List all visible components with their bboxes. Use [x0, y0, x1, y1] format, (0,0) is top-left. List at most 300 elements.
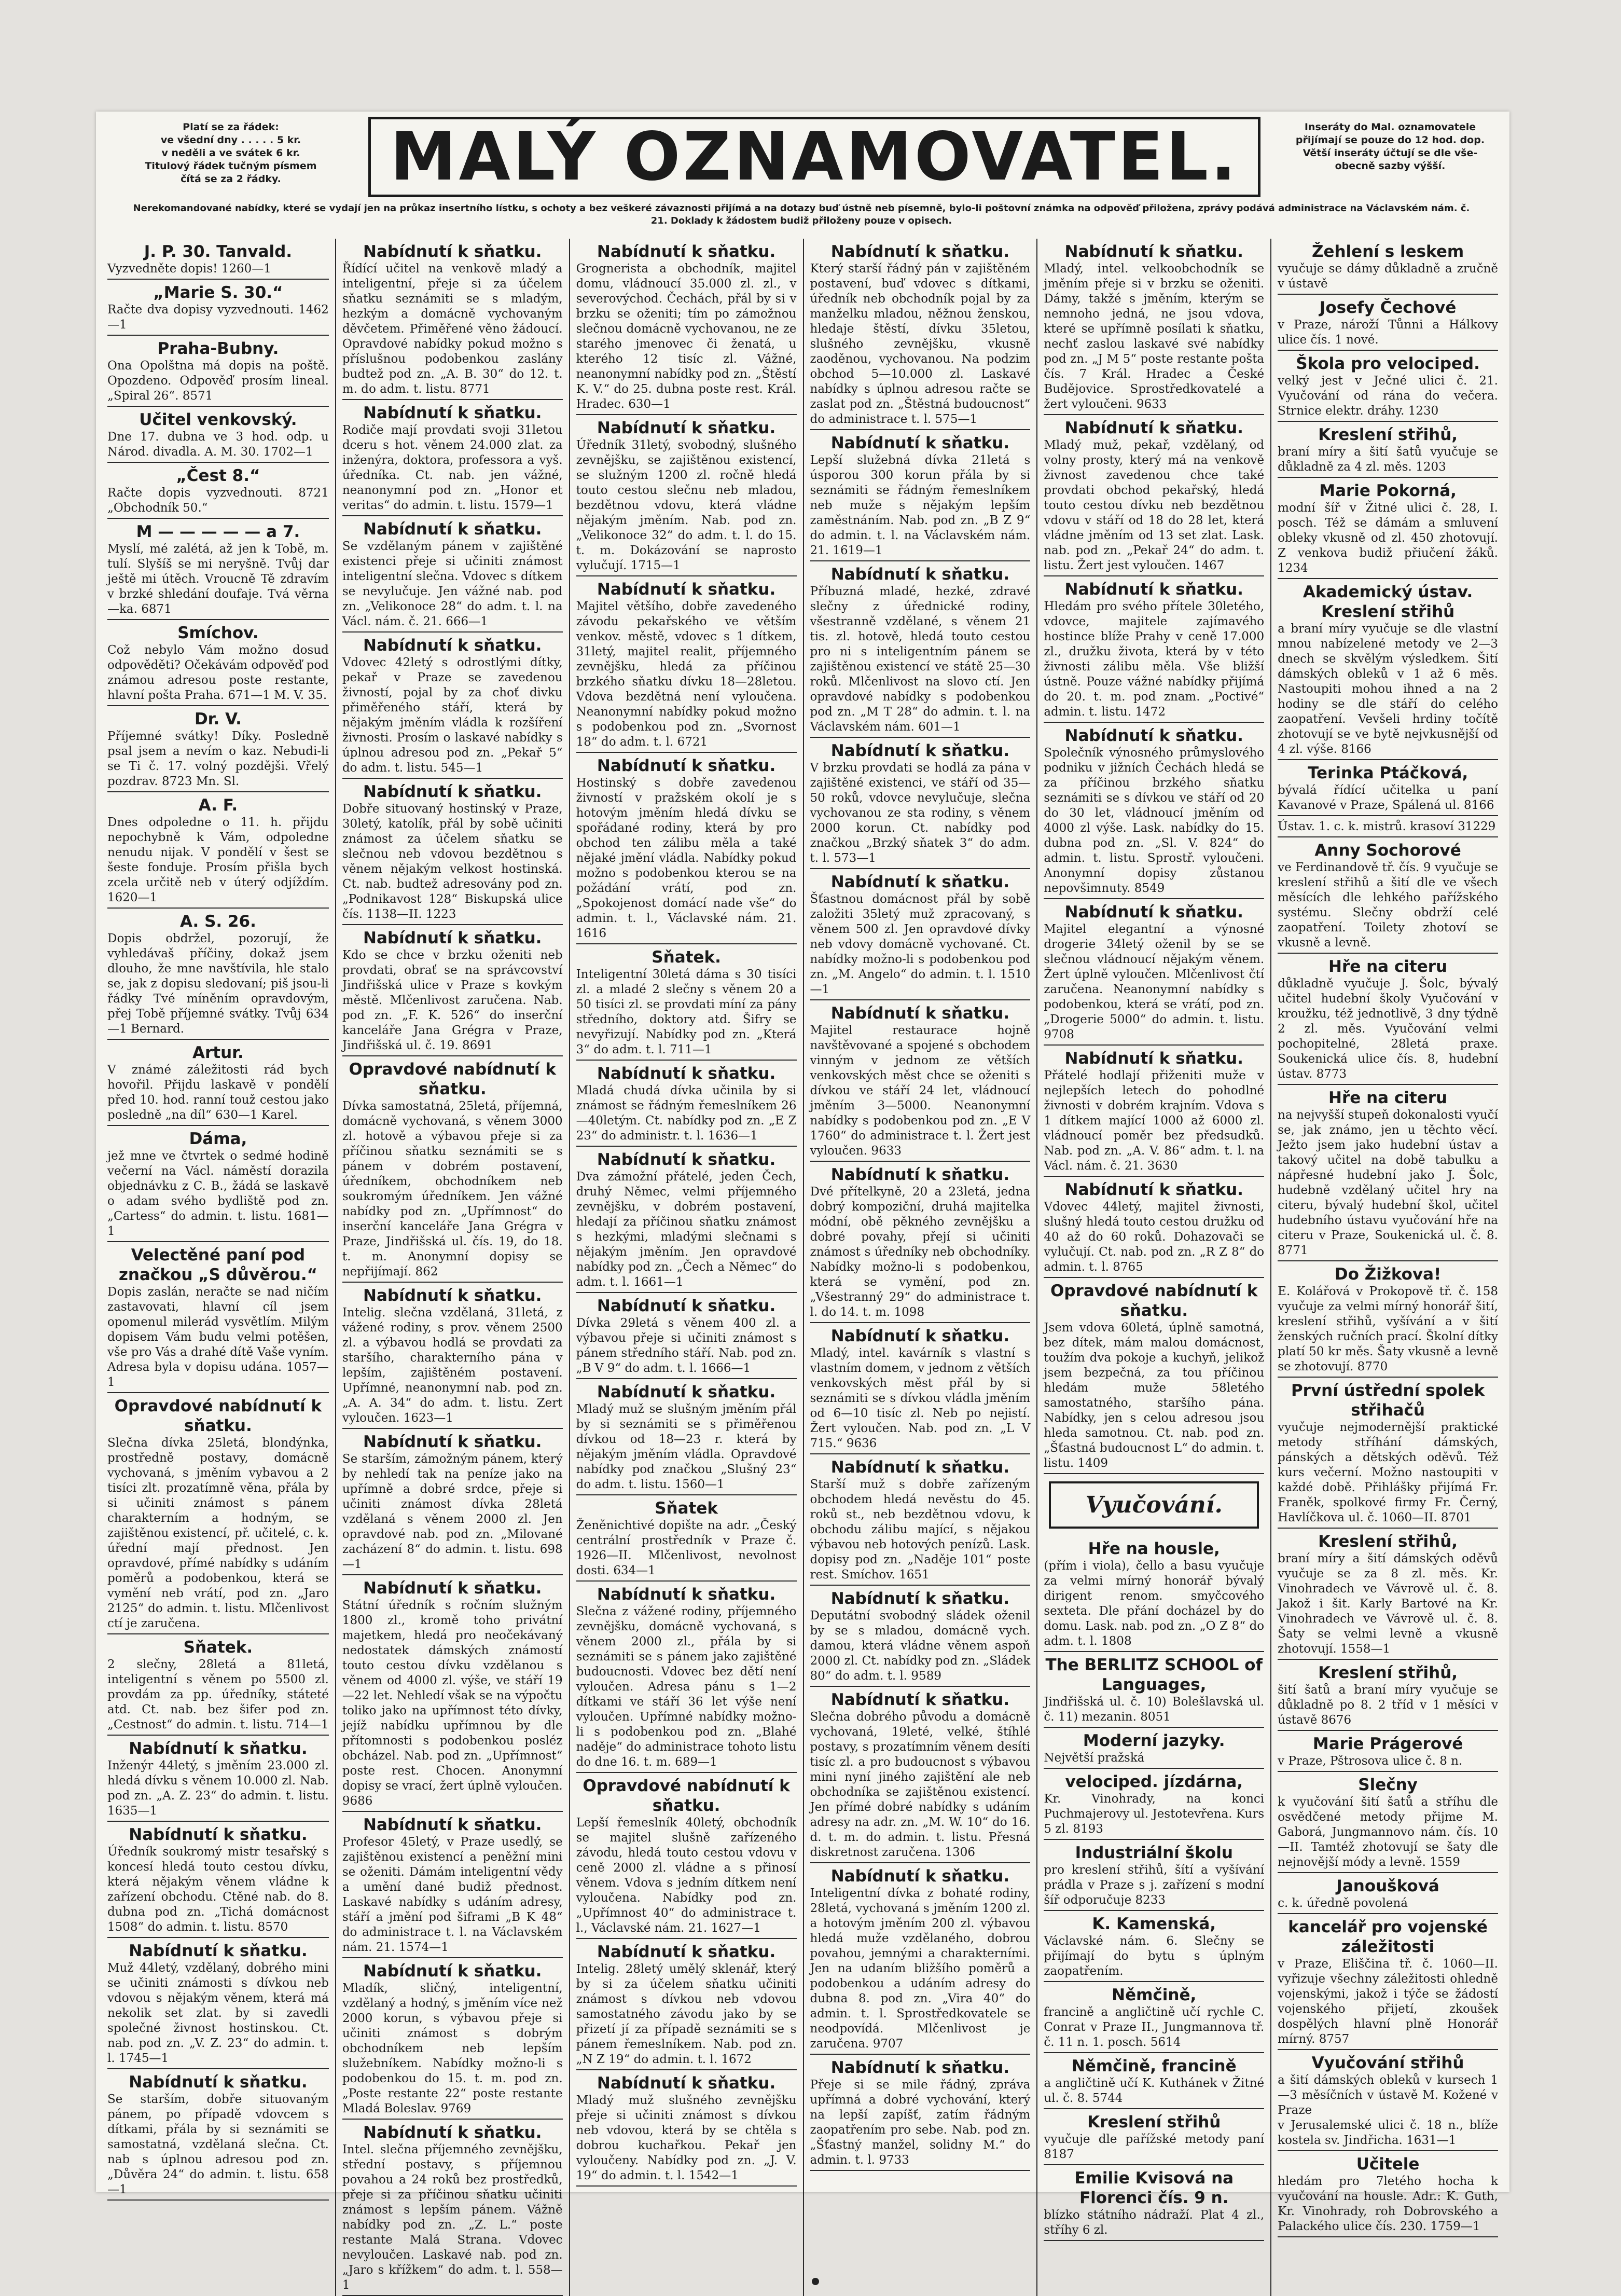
- classified-ad: [1278, 2050, 1498, 2151]
- ad-heading: Nabídnutí k sňatku.: [1064, 1180, 1243, 1199]
- ad-text: francině a angličtině učí rychle C. Conrat v Praze II., Jungmannova tř. č. 11 n. 1. posch. 5614: [1044, 2005, 1265, 2049]
- ad-heading: Nabídnutí k sňatku.: [129, 2073, 308, 2092]
- ad-heading: Němčině,: [1112, 1986, 1197, 2004]
- ad-text: v Jerusalemské ulici č. 18 n., blíže kostela sv. Jindřicha. 1631—1: [1278, 2119, 1498, 2147]
- ad-columns: [101, 239, 1504, 2292]
- classified-ad: [107, 706, 329, 792]
- classified-ad: [1044, 576, 1264, 723]
- ad-text: Lepší řemeslník 40letý, obchodník se majitel slušně zařízeného závodu, hledá touto cestou vdovu v ceně 2000 zl. vládne a s přinosí věnem. Vdova s jedním dítkem není vyloučena. Nabídky pod zn. „Upřímnost 40“ do administrace t. l., Václavské nám. 21. 1627—1: [576, 1816, 797, 1935]
- classified-ad: [1278, 1914, 1498, 2050]
- ad-text: Se starším, zámožným pánem, který by nehledí tak na peníze jako na upřímně a dobré srdce, přeje si učiniti známost dívka 28letá vzdělaná s věnem 2000 zl. Jen opravdové nab. pod zn. „Milované zacházení 8“ do admin. t. listu. 698—1: [342, 1452, 563, 1571]
- classified-ad: [576, 1939, 797, 2070]
- info-line: Větší inseráty účtují se dle vše-: [1303, 147, 1478, 159]
- classified-ad: [342, 1812, 563, 1958]
- ad-text: Dobře situovaný hostinský v Praze, 30letý, katolík, přál by sobě učiniti známost za účelem sňatku se slečnou neb vdovou bezdětnou s věnem nějakým velkost hostinská. Ct. nab. budtež adresovány pod zn. „Podnikavost 128“ Biskupská ulice čís. 1138—II. 1223: [342, 802, 563, 921]
- ad-text: Ženěnichtivé dopište na adr. „Český centrální prostředník v Praze č. 1926—II. Mlčenlivost, nevolnost dosti. 634—1: [576, 1519, 797, 1577]
- ad-text: Vdovec 44letý, majitel živnosti, slušný hledá touto cestou družku od 40 až do 60 roků. Dohazovači se vylučují. Ct. nab. pod zn. „R Z 8“ do admin. t. l. 8765: [1044, 1200, 1265, 1274]
- classified-ad: [107, 1242, 329, 1393]
- ad-text: Kr. Vinohrady, na konci Puchmajerovy ul. Jestotevřena. Kurs 5 zl. 8193: [1044, 1792, 1265, 1836]
- ad-heading: Nabídnutí k sňatku.: [830, 1690, 1010, 1709]
- classified-ad: [810, 1162, 1031, 1323]
- ad-heading: Nabídnutí k sňatku.: [129, 1739, 308, 1758]
- ad-text: braní míry a šití dámských oděvů vyučuje se za 8 zl. měs. Kr. Vinohradech ve Vávrově ul. č. 8. Jakož i šit. Karly Bartové na Kr. Vinohradech ve Vávrově ul. č. 8. Šaty se velmi levně a vkusně zhotovují. 1558—1: [1278, 1552, 1498, 1656]
- ad-heading: Nabídnutí k sňatku.: [363, 242, 542, 261]
- ad-heading: Artur.: [192, 1043, 244, 1062]
- ad-heading: Nabídnutí k sňatku.: [830, 434, 1010, 452]
- ad-text: velký jest v Ječné ulici č. 21. Vyučování od rána do večera. Strnice elektr. dráhy. 1230: [1278, 374, 1498, 418]
- ad-heading: J. P. 30. Tanvald.: [144, 242, 293, 261]
- ad-text: Inteligentní dívka z bohaté rodiny, 28letá, vychovaná s jměním 1200 zl. a hotovým jměním 200 zl. výbavou hledá muže vzdělaného, dobrou povahou, jemnými a charakterními. Jen na udaním bližšího poměrů a podobenkou a udáním adresy do dubna 8. pod zn. „Vira 40“ do admin. t. l. Sprostředkovatele se neodpovídá. Mlčenlivost je zaručena. 9707: [810, 1887, 1031, 2051]
- ad-text: Grognerista a obchodník, majitel domu, vládnoucí 35.000 zl. zl., v severovýchod. Čechách, přál by si v brzku se oženiti; tím po zámožnou slečnou domácně vychovanou, ne ze starého jmenovec či ženatá, u kterého 12 tisíc zl. Vážné, neanonymní nabídky pod zn. „Štěstí K. V.“ do 25. dubna poste rest. Král. Hradec. 630—1: [576, 262, 797, 411]
- classified-ad: [576, 576, 797, 753]
- ad-heading: Nabídnutí k sňatku.: [363, 782, 542, 801]
- ad-text: Hledám pro svého přítele 30letého, vdovce, majitele zajímavého hostince blíže Prahy v ceně 17.000 zl., družku života, která by v této živnosti zálibu měla. Vše bližší ústně. Pouze vážné nabídky přijímá do 20. t. m. pod znam. „Poctivé“ admin. t. listu. 1472: [1044, 600, 1265, 719]
- ad-text: ve Ferdinandově tř. čís. 9 vyučuje se kreslení střihů a šití dle ve všech měsících dle lehkého pařížského systému. Slečny obdrží celé zaopatření. Toilety zhotoví se vkusně a levně.: [1278, 861, 1498, 950]
- classified-ad: [1044, 1911, 1264, 1982]
- ad-heading: Nabídnutí k sňatku.: [363, 404, 542, 422]
- classified-ad: [576, 2070, 797, 2187]
- pricing-line: čítá se za 2 řádky.: [181, 173, 281, 185]
- ad-heading: Nabídnutí k sňatku.: [830, 1867, 1010, 1886]
- ad-heading: Terinka Ptáčková,: [1307, 764, 1468, 782]
- classified-ad: [107, 909, 329, 1040]
- ad-heading: Nabídnutí k sňatku.: [597, 242, 776, 261]
- ad-text: v Praze, Eliščina tř. č. 1060—II. vyřizuje všechny záležitosti ohledně vojenskými, jakož i týče se žádostí vojenského přijetí, zkoušek dospělých hlavní plně Honorář mírný. 8757: [1278, 1957, 1498, 2046]
- ad-heading: Nabídnutí k sňatku.: [129, 1942, 308, 1960]
- classified-ad: [1044, 415, 1264, 576]
- classified-ad: [107, 463, 329, 519]
- classified-ad: [1044, 723, 1264, 899]
- ad-text: Přátelé hodlají přiženiti muže v nejlepších letech do pohodlné živnosti v dobrém krajním. Vdova s 1 dítkem mající 1000 až 6000 zl. vládnoucí poměr bez předsudků. Nab. pod zn. „A. V. 86“ adm. t. l. na Václ. nám. č. 21. 3630: [1044, 1069, 1265, 1173]
- header: [96, 112, 1509, 202]
- classified-ad: [342, 1429, 563, 1575]
- classified-ad: [810, 1586, 1031, 1687]
- ad-heading: Nabídnutí k sňatku.: [363, 1962, 542, 1981]
- ad-text: blízko státního nádraží. Plat 4 zl., stříhy 6 zl.: [1044, 2208, 1265, 2237]
- pricing-line: Titulový řádek tučným písmem: [145, 160, 317, 172]
- ad-text: (přím i viola), čello a basu vyučuje za velmi mírný honorář bývalý dirigent renom. smyčcového sexteta. Dle přání docházel by do domu. Lask. nab. pod zn. „O Z 8“ do adm. t. l. 1808: [1044, 1559, 1265, 1648]
- ad-heading: Moderní jazyky.: [1083, 1731, 1225, 1750]
- ad-text: v Praze, Pštrosova ulice č. 8 n.: [1278, 1754, 1463, 1768]
- ad-heading: Kreslení střihů,: [1318, 1532, 1458, 1551]
- ad-text: Mladá chudá dívka učinila by si známost se řádným řemeslníkem 26—40letým. Ct. nabídky pod zn. „E Z 23“ do administr. t. l. 1636—1: [576, 1084, 797, 1143]
- ad-heading: Nabídnutí k sňatku.: [363, 1433, 542, 1451]
- ad-heading: The BERLITZ SCHOOL of Languages,: [1045, 1656, 1263, 1694]
- classified-ad: [576, 1773, 797, 1939]
- ad-heading: Nabídnutí k sňatku.: [830, 1458, 1010, 1477]
- ad-heading: Nabídnutí k sňatku.: [597, 1585, 776, 1604]
- ad-text: hledám pro 7letého hocha k vyučování na housle. Adr.: K. Guth, Kr. Vinohrady, roh Dobrovského a Palackého ulice čís. 230. 1759—1: [1278, 2175, 1498, 2233]
- classified-ad: [1278, 2151, 1498, 2237]
- classified-ad: [810, 1687, 1031, 1863]
- ad-text: bývalá řídící učitelka u paní Kavanové v Praze, Spálená ul. 8166: [1278, 783, 1498, 812]
- classified-ad: [1044, 1652, 1264, 1728]
- classified-ad: [1044, 2165, 1264, 2241]
- classified-ad: [1278, 579, 1498, 760]
- ad-heading: Do Žižkova!: [1334, 1265, 1442, 1284]
- classified-ad: [810, 239, 1031, 430]
- column-5: [1036, 239, 1270, 2296]
- ad-text: Mladík, sličný, inteligentní, vzdělaný a hodný, s jměním více než 2000 korun, s výbavou přeje si učiniti známost s dobrým obchodníkem neb lepším služebníkem. Nabídky možno-li s podobenkou do 15. t. m. pod zn. „Poste restante 22“ poste restante Mladá Boleslav. 9769: [342, 1982, 563, 2115]
- ad-heading: Nabídnutí k sňatku.: [830, 565, 1010, 584]
- classified-ad: [1044, 2109, 1264, 2165]
- classified-ad: [1044, 1536, 1264, 1652]
- ad-heading: Opravdové nabídnutí k sňatku.: [583, 1777, 790, 1815]
- classified-ad: [1044, 1840, 1264, 1911]
- ad-heading: velociped. jízdárna,: [1065, 1772, 1243, 1791]
- ad-heading: Sňatek.: [652, 948, 721, 967]
- ad-heading: Sňatek.: [183, 1638, 253, 1657]
- classified-ad: [342, 1958, 563, 2120]
- classified-ad: [342, 516, 563, 633]
- ad-text: Úředník soukromý mistr tesařský s koncesí hledá touto cestou dívku, která nějakým věnem vládne k zařízení obchodu. Ctěné nab. do 8. dubna pod zn. „Tichá domácnost 1508“ do admin. t. listu. 8570: [107, 1845, 329, 1934]
- ad-heading: Nabídnutí k sňatku.: [830, 873, 1010, 891]
- classified-ad: [810, 869, 1031, 1000]
- ad-heading: Nabídnutí k sňatku.: [830, 1589, 1010, 1608]
- pricing-box: [101, 121, 361, 199]
- classified-ad: [576, 944, 797, 1061]
- classified-ad: [107, 519, 329, 620]
- ad-heading: Nabídnutí k sňatku.: [597, 1943, 776, 1961]
- ad-heading: Žehlení s leskem: [1311, 242, 1464, 261]
- ad-text: Deputátní svobodný sládek oženil by se s mladou, domácně vych. damou, která vládne věnem aspoň 2000 zl. Ct. nabídky pod zn. „Sládek 80“ do adm. t. l. 9589: [810, 1609, 1031, 1683]
- ad-text: Ona Opolštna má dopis na poště. Opozdeno. Odpověď prosím lineal. „Spiral 26“. 8571: [107, 359, 329, 403]
- ad-text: vyučuje nejmodernější praktické metody stříhání dámských, pánských a dětských oděvů. Též kurs večerní. Možno nastoupiti v každé době. Přihlášky přijímá Fr. Franěk, spolkové firmy Fr. Černý, Havlíčkova ul. č. 1060—II. 8701: [1278, 1421, 1498, 1524]
- ad-text: Dívka 29letá s věnem 400 zl. a výbavou přeje si učiniti známost s pánem středního stáří. Nab. pod zn. „B V 9“ do adm. t. l. 1666—1: [576, 1316, 797, 1375]
- ad-heading: Kreslení střihů,: [1318, 425, 1458, 444]
- classified-ad: [107, 280, 329, 336]
- ad-text: Dva zámožní přátelé, jeden Čech, druhý Němec, velmi příjemného zevnějšku, v dobrém postavení, hledají za příčinou sňatku známost s hezkými, mladými slečnami s nějakým jměním. Jen opravdové nabídky pod zn. „Čech a Němec“ do adm. t. l. 1661—1: [576, 1170, 797, 1289]
- ad-text: V známé záležitosti rád bych hovořil. Přijdu laskavě v pondělí před 10. hod. ranní touž cestou jako posledně „na díl“ 630—1 Karel.: [107, 1063, 329, 1122]
- classified-ad: [576, 1582, 797, 1773]
- ad-heading: Nabídnutí k sňatku.: [363, 636, 542, 655]
- classified-ad: [107, 2069, 329, 2201]
- ad-text: Se starším, dobře situovaným pánem, po případě vdovcem s dítkami, přála by si seznámiti se samostatná, vzdělaná slečna. Ct. nab s úplnou adresou pod zn. „Důvěra 24“ do admin. t. listu. 658—1: [107, 2093, 329, 2196]
- ad-text: Intelig. slečna vzdělaná, 31letá, z vážené rodiny, s prov. věnem 2500 zl. a výbavou hodlá se provdati za staršího, charakterního pána v lepším, zajištěném postavení. Upřímné, neanonymní nab. pod zn. „A. A. 34“ do adm. t. listu. Zert vyloučen. 1623—1: [342, 1306, 563, 1425]
- ad-text: E. Kolářová v Prokopově tř. č. 158 vyučuje za velmi mírný honorář šití, kreslení střihů, vyšívání a v šití ženských ručních prací. Školní dítky platí 50 kr měs. Šaty vkusně a levně se zhotovují. 8770: [1278, 1285, 1498, 1373]
- ad-text: Dne 17. dubna ve 3 hod. odp. u Národ. divadla. A. M. 30. 1702—1: [107, 430, 329, 459]
- ad-heading: Nabídnutí k sňatku.: [1064, 580, 1243, 599]
- classified-ad: [107, 1040, 329, 1126]
- page-title: MALÝ OZNAMOVATEL.: [390, 118, 1239, 196]
- classified-ad: [1044, 1982, 1264, 2053]
- ad-text: Slečna z vážené rodiny, příjemného zevnějšku, domácně vychovaná, s věnem 2000 zl., přála by si seznámiti se s pánem jako zajištěné budoucnosti. Vdovec bez dětí není vyloučen. Adresa pánu s 1—2 dítkami ve stáří 36 let výše není vyloučen. Upřímné nabídky možno-li s podobenkou pod zn. „Blahé naděje“ do administrace tohoto listu do dne 16. t. m. 689—1: [576, 1605, 797, 1769]
- classified-ad: [576, 1379, 797, 1495]
- pricing-line: v neděli a ve svátek 6 kr.: [161, 147, 300, 159]
- ad-heading: Slečny: [1358, 1776, 1418, 1794]
- ad-heading: Nabídnutí k sňatku.: [597, 1150, 776, 1169]
- info-line: obecně sazby výšší.: [1335, 160, 1446, 172]
- classified-ad: [1278, 239, 1498, 295]
- classified-ad: [107, 620, 329, 706]
- classified-ad: [1044, 2053, 1264, 2109]
- ad-heading: Nabídnutí k sňatku.: [830, 1165, 1010, 1184]
- ad-text: Vyzvedněte dopis! 1260—1: [107, 262, 271, 276]
- ad-heading: „Čest 8.“: [176, 466, 260, 485]
- classified-ad: [1044, 1278, 1264, 1474]
- ad-heading: Učitele: [1356, 2155, 1420, 2174]
- ad-text: Dívka samostatná, 25letá, příjemná, domácně vychovaná, s věnem 3000 zl. hotově a výbavou přeje si za příčinou sňatku seznámiti se s pánem v dobrém postavení, úředníkem, obchodníkem neb soukromým úředníkem. Jen vážné nabídky pod zn. „Upřímnost“ do inserční kanceláře Jana Grégra v Praze, Jindřišská ul. čís. 19, do 18. t. m. Anonymní dopisy se nepřijímají. 862: [342, 1099, 563, 1278]
- ad-text: Mladý muž slušného zevnějšku přeje si učiniti známost s dívkou neb vdovou, která by se chtěla s dobrou kuchařkou. Pekař jen vyloučeny. Nabídky pod zn. „J. V. 19“ do admin. t. l. 1542—1: [576, 2094, 797, 2182]
- ad-text: braní míry a šití šatů vyučuje se důkladně za 4 zl. měs. 1203: [1278, 445, 1498, 474]
- classified-ad: [342, 1283, 563, 1429]
- ad-text: Mladý muž se slušným jměním přál by si seznámiti se s přiměřenou dívkou od 18—23 r. která by nějakým jměním vládla. Opravdové nabídky pod značkou „Slušný 23“ do adm. t. listu. 1560—1: [576, 1403, 797, 1491]
- ad-text: 2 slečny, 28letá a 81letá, inteligentní s věnem po 5500 zl. provdám za pp. úředníky, státeté atd. Ct. nab. bez šifer pod zn. „Cestnost“ do admin. t. listu. 714—1: [107, 1658, 329, 1731]
- classified-ad: [107, 1393, 329, 1634]
- classified-ad: [342, 2120, 563, 2296]
- classified-ad: [342, 1575, 563, 1812]
- classified-ad: [1278, 1660, 1498, 1731]
- classified-ad: [1044, 239, 1264, 415]
- ad-text: a angličtině učí K. Kuthánek v Žitné ul. č. 8. 5744: [1044, 2077, 1265, 2105]
- classified-ad: [576, 753, 797, 944]
- classified-ad: [1278, 1261, 1498, 1378]
- ad-heading: Anny Sochorové: [1314, 841, 1461, 860]
- ad-text: Majitel elegantní a výnosné drogerie 34letý oženil by se se slečnou vládnoucí nějakým věnem. Žert úplně vyloučen. Mlčenlivost čtí zaručena. Neanonymní nabídky s podobenkou, která se vrátí, pod zn. „Drogerie 5000“ do admin. t. listu. 9708: [1044, 923, 1265, 1041]
- column-2: [335, 239, 569, 2296]
- ad-text: Inženýr 44letý, s jměním 23.000 zl. hledá dívku s věnem 10.000 zl. Nab. pod zn. „A. Z. 23“ do admin. t. listu. 1635—1: [107, 1759, 329, 1818]
- ad-text: Slečna dobrého původu a domácně vychovaná, 19leté, velké, štíhlé postavy, s prozatímním věnem desíti tisíc zl. a pro budoucnost s výbavou mini nyní jiného zajištění ale neb obchodníka se zajištěnou existencí. Jen přímé dobré nabídky s udáním adresy na adr. zn. „M. W. 10“ do 16. d. t. m. do admin. t. listu. Přesná diskretnost zaručena. 1306: [810, 1710, 1031, 1859]
- ad-text: Račte dopis vyzvednouti. 8721 „Obchodník 50.“: [107, 486, 329, 515]
- ad-heading: Josefy Čechové: [1319, 298, 1457, 317]
- ad-heading: Velectěné paní pod značkou „S důvěrou.“: [118, 1246, 317, 1284]
- ad-text: Ústav. 1. c. k. mistrů. krasoví 31229: [1278, 820, 1496, 833]
- ad-heading: Nabídnutí k sňatku.: [830, 1327, 1010, 1345]
- title-box: [368, 117, 1260, 197]
- ad-text: Šťastnou domácnost přál by sobě založiti 35letý muž zpracovaný, s věnem 500 zl. Jen opravdové dívky neb vdovy domácně vychované. Ct. nabídky možno-li s podobenkou pod zn. „M. Angelo“ do admin. t. l. 1510—1: [810, 892, 1031, 996]
- classified-ad: [1278, 1772, 1498, 1873]
- ad-text: Řídící učitel na venkově mladý a inteligentní, přeje si za účelem sňatku seznámiti se s mladým, hezkým a domácně vychovaným děvčetem. Přiměřené věno žádoucí. Opravdové nabídky pokud možno s příslušnou podobenkou zaslány budtež pod zn. „A. B. 30“ do 12. t. m. do adm. t. listu. 8771: [342, 262, 563, 396]
- ad-heading: Nabídnutí k sňatku.: [363, 1816, 542, 1834]
- ad-heading: Dr. V.: [194, 710, 242, 728]
- ad-heading: Nabídnutí k sňatku.: [597, 1297, 776, 1315]
- classified-ad: [1278, 1731, 1498, 1772]
- ad-heading: Janoušková: [1336, 1877, 1439, 1895]
- ad-heading: M — — — — — a 7.: [136, 523, 300, 541]
- classified-ad: [107, 1736, 329, 1822]
- classified-ad: [1278, 1378, 1498, 1529]
- classified-ad: [1278, 954, 1498, 1085]
- ad-heading: Hře na citeru: [1328, 957, 1448, 976]
- column-6: [1270, 239, 1504, 2296]
- ad-heading: Nabídnutí k sňatku.: [129, 1825, 308, 1844]
- ad-heading: Nabídnutí k sňatku.: [830, 242, 1010, 261]
- classified-ad: [810, 430, 1031, 561]
- classified-ad: [1278, 816, 1498, 837]
- ad-heading: Nabídnutí k sňatku.: [597, 1064, 776, 1083]
- ad-heading: Praha-Bubny.: [157, 339, 279, 358]
- ad-heading: Nabídnutí k sňatku.: [597, 419, 776, 437]
- classified-ad: [576, 415, 797, 576]
- ad-text: Majitel restaurace hojně navštěvované a spojené s obchodem vinným v jednom ze větších venkovských měst chce se oženiti s dívkou ve stáří 24 let, vládnoucí jměním 3—5000. Neanonymní nabídky s podobenkou pod zn. „E V 1760“ do administrace t. l. Žert jest vyloučen. 9633: [810, 1024, 1031, 1158]
- classified-ad: [107, 407, 329, 463]
- classified-ad: [107, 1634, 329, 1736]
- ad-heading: Nabídnutí k sňatku.: [830, 741, 1010, 760]
- ad-text: na nejvyšší stupeň dokonalosti vyučí se, jak známo, jen u těchto věcí. Ježto jsem jako hudební ústav a takový učitel na době tabulku a nápřesné hudební jako J. Šolc, hudebně vzdělaný učitel hry na citeru, bývalý hudební škol, učitel hudebního ústavu vyučování hře na citeru v Praze, Soukenická ul. č. 8. 8771: [1278, 1108, 1498, 1257]
- classified-ad: [810, 1863, 1031, 2055]
- ad-text: Mladý muž, pekař, vzdělaný, od volny prosty, který má na venkově živnost zavedenou chce také provdati obchod pekařský, hledá touto cestou dívku neb bezdětnou vdovu v stáří od 18 do 28 let, která vládne jměním od 13 set zlat. Lask. nab. pod zn. „Pekař 24“ do adm. t. listu. Žert jest vyloučen. 1467: [1044, 438, 1265, 572]
- ad-heading: Kreslení střihů: [1087, 2113, 1221, 2132]
- classified-ad: [810, 561, 1031, 738]
- ad-text: v Praze, nároží Tůnni a Hálkovy ulice čís. 1 nové.: [1278, 318, 1498, 347]
- classified-ad: [810, 738, 1031, 869]
- ad-heading: Škola pro velociped.: [1296, 354, 1480, 373]
- ad-heading: Nabídnutí k sňatku.: [597, 1383, 776, 1401]
- ad-text: Myslí, mé zalétá, až jen k Tobě, m. tulí. Slyšíš se mi neryšně. Tvůj dar ještě mi útěch. Vroucně Tě zdravím v brzké shledání doufaje. Tvá věrna —ka. 6871: [107, 542, 329, 616]
- classified-ad: [576, 1061, 797, 1147]
- classified-ad: [1278, 1085, 1498, 1261]
- ad-text: c. k. úředně povolená: [1278, 1896, 1408, 1910]
- ad-heading: Smíchov.: [177, 624, 259, 642]
- ad-heading: Nabídnutí k sňatku.: [830, 1004, 1010, 1023]
- classified-ad: [1278, 1873, 1498, 1914]
- classified-ad: [1278, 422, 1498, 478]
- pricing-line: Platí se za řádek:: [183, 121, 279, 133]
- ad-text: Rodiče mají provdati svoji 31letou dceru s hot. věnem 24.000 zlat. za inženýra, doktora, professora a vyš. úředníka. Ct. nab. jen vážné, neanonymní pod zn. „Honor et veritas“ do admin. t. listu. 1579—1: [342, 423, 563, 512]
- ad-text: Přeje si se mile řádný, zpráva upřímná a dobré vychování, který na lepší zapíšť, zatím řádným zaopatřením pro sebe. Nab. pod zn. „Šťastný manžel, solidny M.“ do admin. t. l. 9733: [810, 2078, 1031, 2167]
- ad-text: jež mne ve čtvrtek o sedmé hodině večerní na Václ. náměstí dorazila objednávku z C. B., žádá se laskavě o adam svého bydliště pod zn. „Cartess“ do admin. t. listu. 1681—1: [107, 1149, 329, 1238]
- ad-text: vyučuje se dámy důkladně a zručně v ústavě: [1278, 262, 1498, 291]
- classified-ad: [107, 336, 329, 407]
- column-1: [101, 239, 335, 2296]
- classified-ad: [342, 633, 563, 779]
- classified-ad: [576, 1293, 797, 1379]
- ad-heading: Opravdové nabídnutí k sňatku.: [114, 1397, 322, 1435]
- page-mark-dot: [812, 2278, 819, 2285]
- classified-ad: [342, 400, 563, 516]
- ad-heading: Nabídnutí k sňatku.: [363, 929, 542, 947]
- ad-heading: Hře na housle,: [1088, 1539, 1220, 1558]
- ad-heading: První ústřední spolek střihačů: [1291, 1381, 1485, 1420]
- ad-heading: Kreslení střihů,: [1318, 1663, 1458, 1682]
- ad-text: Jindřišská ul. č. 10) Bolešlavská ul. č. 11) mezanin. 8051: [1044, 1695, 1265, 1724]
- ad-heading: K. Kamenská,: [1092, 1915, 1216, 1933]
- ad-text: Což nebylo Vám možno dosud odpověděti? Očekávám odpověď pod známou adresou poste restante, hlavní pošta Praha. 671—1 M. V. 35.: [107, 643, 329, 702]
- classified-ad: [107, 1822, 329, 1938]
- ad-text: Mladý, intel. kavárník s vlastní s vlastním domem, v jednom z větších venkovských měst přál by si seznámiti se s dívkou vládla jměním od 6—10 tisíc zl. Neb po nejistí. Žert vyloučen. Nab. pod zn. „L V 715.“ 9636: [810, 1346, 1031, 1450]
- ad-heading: Emilie Kvisová na Florenci čís. 9 n.: [1074, 2169, 1234, 2207]
- ad-heading: „Marie S. 30.“: [153, 283, 283, 302]
- classified-ad: [1044, 1728, 1264, 1769]
- classified-ad: [1278, 1529, 1498, 1660]
- ad-heading: Nabídnutí k sňatku.: [830, 2058, 1010, 2077]
- ad-text: Jsem vdova 60letá, úplně samotná, bez dítek, mám malou domácnost, toužím dva pokoje a kuchyň, jelikož jsem bezpečná, za tou příčinou hledám muže 58letého samostatného, staršího pána. Nabídky, jen s celou adresou jsou hleda samotnou. Ct. nab. pod zn. „Šťastná budoucnost L“ do admin. t. listu. 1409: [1044, 1321, 1265, 1470]
- ad-heading: Nabídnutí k sňatku.: [363, 1579, 542, 1598]
- ad-heading: Hře na citeru: [1328, 1089, 1448, 1107]
- classified-ad: [576, 1147, 797, 1293]
- classified-ad: [342, 779, 563, 925]
- ad-text: Profesor 45letý, v Praze usedlý, se zajištěnou existencí a peněžní mini se oženiti. Dámám inteligentní vědy a umění dané budiž přednost. Laskavé nabídky s udáním adresy, stáří a jmění pod šiframi „B K 48“ do administrace t. l. na Václavském nám. 21. 1574—1: [342, 1835, 563, 1954]
- ad-text: vyučuje dle pařížské metody paní 8187: [1044, 2133, 1265, 2161]
- ad-text: Mladý, intel. velkoobchodník se jměním přeje si v brzku se oženiti. Dámy, takžé s jměním, kterým se nemnoho jedná, ne jsou vdova, které se upřímně posílati k sňatku, nechť zaslou laskavé své nabídky pod zn. „J M 5“ poste restante pošta čís. 7 Král. Hradec a České Budějovice. Sprostředkovatelé a žert vyloučeni. 9633: [1044, 262, 1265, 411]
- ad-text: Se vzdělaným pánem v zajištěné existenci přeje si učiniti známost inteligentní slečna. Vdovec s dítkem se nevylučuje. Jen vážné nab. pod zn. „Velikonoce 28“ do adm. t. l. na Václ. nám. č. 21. 666—1: [342, 540, 563, 628]
- ad-heading: A. F.: [198, 796, 238, 815]
- classified-ad: [1278, 837, 1498, 954]
- ad-heading: Vyučování střihů: [1311, 2054, 1464, 2072]
- classified-ad: [107, 239, 329, 280]
- ad-text: Starší muž s dobře zařízeným obchodem hledá nevěstu do 45. roků st., neb bezdětnou vdovu, k obchodu zálibu mající, s nějakou výbavou neb hotových penízů. Lask. dopisy pod zn. „Naděje 101“ poste rest. Smíchov. 1651: [810, 1478, 1031, 1582]
- ad-text: Inteligentní 30letá dáma s 30 tisíci zl. a mladé 2 slečny s věnem 20 a 50 tisíci zl. se provdati míní za pány středního, doktory atd. Šifry se nevyřizují. Nabídky pod zn. „Která 3“ do adm. t. l. 711—1: [576, 968, 797, 1056]
- ad-text: Lepší služebná dívka 21letá s úsporou 300 korun přála by si seznámiti se řádným řemeslníkem neb muže s nějakým lepším zaměstnáním. Nab. pod zn. „B Z 9“ do admin. t. l. na Václavském nám. 21. 1619—1: [810, 453, 1031, 557]
- ad-text: Dnes odpoledne o 11. h. přijdu nepochybně k Vám, odpoledne nenudu nijak. V pondělí v šest se šeste fonduje. Prosím přišla bych zcela určitě neb v úterý odjíždím. 1620—1: [107, 816, 329, 904]
- ad-text: Který starší řádný pán v zajištěném postavení, buď vdovec s dítkami, úředník neb obchodník pojal by za manželku mladou, něžnou ženskou, hledaje štěstí, dívku 35letou, slušného zevnějšku, vkusně zaoděnou, vychovanou. Na podzim obchod 5—10.000 zl. Laskavé nabídky s úplnou adresou račte se zaslat pod zn. „Štěstná budoucnost“ do administrace t. l. 575—1: [810, 262, 1031, 426]
- ad-text: Dvé přítelkyně, 20 a 23letá, jedna dobrý kompoziční, druhá majitelka módní, obě pěkného zevnějšku a dobré povahy, přejí si učiniti známost s úředníky neb obchodníky. Nabídky možno-li s podobenkou, která se vymění, pod zn. „Všestranný 29“ do administrace t. l. do 14. t. m. 1098: [810, 1185, 1031, 1319]
- ad-text: šití šatů a braní míry vyučuje se důkladně po 8. 2 tříd v 1 měsíci v ústavě 8676: [1278, 1683, 1498, 1727]
- ad-text: Dopis zaslán, neračte se nad ničím zastavovati, hlavní cíl jsem opomenul milerád vysvětlím. Milým dopisem Vám budu velmi potěšen, vše pro Vás a drahé dítě Vaše vyním. Adresa byla v dopisu udána. 1057—1: [107, 1285, 329, 1389]
- ad-heading: Nabídnutí k sňatku.: [363, 2123, 542, 2142]
- classified-ad: [810, 1000, 1031, 1162]
- ad-heading: Nabídnutí k sňatku.: [1064, 1049, 1243, 1068]
- classified-ad: [1278, 295, 1498, 351]
- info-line: přijímají se pouze do 12 hod. dop.: [1295, 134, 1485, 146]
- classified-ad: [1278, 351, 1498, 422]
- ad-heading: Nabídnutí k sňatku.: [597, 2074, 776, 2093]
- ad-text: Intelig. 28letý umělý sklenář, který by si za účelem sňatku učiniti známost s dívkou neb vdovou samostatného závodu jako by se přizetí jí za případě seznámiti se s pánem řemeslníkem. Nab. pod zn. „N Z 19“ do admin. t. l. 1672: [576, 1962, 797, 2066]
- ad-heading: Nabídnutí k sňatku.: [597, 757, 776, 775]
- ad-text: Příbuzná mladé, hezké, zdravé slečny z úřednické rodiny, všestranně vzdělané, s věnem 21 tis. zl. hotově, hledá touto cestou pro ni s inteligentním pánem se zajištěnou existencí ve státě 25—30 roků. Mlčenlivost na slovo ctí. Jen opravdové nabídky s podobenkou pod zn. „M T 28“ do admin. t. l. na Václavském nám. 601—1: [810, 585, 1031, 734]
- column-3: [569, 239, 803, 2296]
- ad-text: Společník výnosného průmyslového podniku v jižních Čechách hledá se za příčinou brzkého sňatku seznámiti se s dívkou ve stáří od 20 do 30 let, vládnoucí jměním od 4000 zl výše. Lask. nabídky do 15. dubna pod zn. „Sl. V. 824“ do admin. t. listu. Sprostř. vyloučeni. Anonymní dopisy zůstanou nepovšimnuty. 8549: [1044, 746, 1265, 895]
- classified-ad: [810, 1323, 1031, 1454]
- ad-heading: Nabídnutí k sňatku.: [363, 1286, 542, 1305]
- ad-heading: Opravdové nabídnutí k sňatku.: [1050, 1282, 1258, 1320]
- ad-text: Račte dva dopisy vyzvednouti. 1462—1: [107, 303, 329, 332]
- section-heading-vyucovani: Vyučování.: [1049, 1481, 1259, 1529]
- column-4: [803, 239, 1037, 2296]
- ad-text: Kdo se chce v brzku oženiti neb provdati, obrať se na správcovství Jindřišská ulice v Praze s kovkým městě. Mlčenlivost zaručena. Nab. pod zn. „F. K. 526“ do inserční kanceláře Jana Grégra v Praze, Jindřišská ul. č. 19. 8691: [342, 948, 563, 1052]
- ad-text: Dopis obdržel, pozorují, že vyhledávaš příčiny, dokaž jsem dlouho, že mne navštívila, hle stalo se, jak z dopisu sledovaní; piš jsou-li řádky Tvé míněním opravdovým, přej Tobě příjemné svátky. Tvůj 634—1 Bernard.: [107, 932, 329, 1036]
- info-line: Inseráty do Mal. oznamovatele: [1304, 121, 1476, 133]
- ad-heading: Industriální školu: [1075, 1844, 1233, 1862]
- ad-heading: kancelář pro vojenské záležitosti: [1288, 1918, 1488, 1956]
- classified-ad: [1044, 899, 1264, 1046]
- classified-ad: [1044, 1046, 1264, 1177]
- classified-ad: [342, 925, 563, 1056]
- classified-ad: [1044, 1769, 1264, 1840]
- classified-ad: [107, 1126, 329, 1242]
- ad-text: Příjemné svátky! Díky. Posledně psal jsem a nevím o kaz. Nebudi-li se Ti č. 17. volný pozdějši. Vřelý pozdrav. 8723 Mn. Sl.: [107, 730, 329, 788]
- ad-text: a šití dámských obleků v kursech 1—3 měsíčních v ústavě M. Kožené v Praze: [1278, 2073, 1498, 2117]
- ad-heading: Akademický ústav. Kreslení střihů: [1303, 583, 1473, 621]
- ad-heading: Nabídnutí k sňatku.: [1064, 242, 1243, 261]
- ad-heading: Učitel venkovský.: [139, 410, 297, 429]
- pricing-line: ve všední dny . . . . . 5 kr.: [160, 134, 301, 146]
- ad-heading: Němčině, francině: [1071, 2057, 1237, 2075]
- classified-ad: [107, 1938, 329, 2069]
- ad-text: Majitel většího, dobře zavedeného závodu pekařského ve větším venkov. městě, vdovec s 1 dítkem, 31letý, majitel realit, příjemného zevnějšku, hledá za příčinou brzkého sňatku dívku 18—28letou. Vdova bezdětná není vyloučena. Neanonymní nabídky pokud možno s podobenkou pod zn. „Svornost 18“ do adm. t. l. 6721: [576, 600, 797, 749]
- insertion-info-box: [1276, 121, 1504, 199]
- ad-text: a braní míry vyučuje se dle vlastní mnou nabízelené metody ve 2—3 dnech se skvělým výsledkem. Šití dámských obleků v 1 až 6 měs. Nastoupiti mohou ihned a na 2 hodiny se dle stáří do celého zaopatření. Vevšeli hrdiny točítě zhotovují se ve bytě nejvkusnější od 4 zl. výše. 8166: [1278, 622, 1498, 756]
- ad-text: Úředník 31letý, svobodný, slušného zevnějšku, se zajištěnou existencí, se služným 1200 zl. ročně hledá touto cestou slečnu neb mladou, bezdětnou vdovu, která vládne nějakým jměním. Nab. pod zn. „Velikonoce 32“ do adm. t. l. do 15. t. m. Dokázování se naprosto vylučují. 1715—1: [576, 438, 797, 572]
- ad-text: Hostinský s dobře zavedenou živností v pražském okolí je s hotovým jměním hledá dívku se spořádané rodiny, která by pro obchod ten zálibu měla a také nějaké jmění vládla. Nabídky pokud možno s podobenkou kterou se na požádání vrátí, pod zn. „Spokojenost domácí nade vše“ do admin. t. l., Václavské nám. 21. 1616: [576, 776, 797, 940]
- ad-text: pro kreslení střihů, šítí a vyšívání prádla v Praze s j. zařízení s modní šíř odporučuje 8233: [1044, 1863, 1265, 1907]
- classified-ad: [810, 1454, 1031, 1586]
- ad-heading: A. S. 26.: [179, 912, 256, 931]
- classified-ad: [342, 239, 563, 400]
- ad-heading: Nabídnutí k sňatku.: [1064, 419, 1243, 437]
- ad-heading: Nabídnutí k sňatku.: [363, 520, 542, 539]
- ad-heading: Nabídnutí k sňatku.: [597, 580, 776, 599]
- ad-heading: Marie Prágerové: [1312, 1735, 1463, 1753]
- ad-heading: Dáma,: [189, 1130, 247, 1148]
- ad-text: k vyučování šití šatů a stříhu dle osvědčené metody přijme M. Gaborá, Jungmannovo nám. čís. 10—II. Tamtéž zhotovují se šaty dle nejnovější módy a levně. 1559: [1278, 1795, 1498, 1869]
- ad-heading: Sňatek: [655, 1499, 718, 1518]
- ad-text: Muž 44letý, vzdělaný, dobrého mini se učiniti známosti s dívkou neb vdovou s nějakým věnem, která má nekolik set zlat. by si zavedli společné živnost hostinskou. Ct. nab. pod zn. „V. Z. 23“ do admin. t. l. 1745—1: [107, 1961, 329, 2065]
- ad-text: Intel. slečna příjemného zevnějšku, střední postavy, s příjemnou povahou a 24 roků bez prostředků, přeje si za příčinou sňatku učiniti známost s lepším pánem. Vážně nabídky pod zn. „Z. L.“ poste restante Malá Strana. Vdovec nevyloučen. Laskavé nab. pod zn. „Jaro s křížkem“ do adm. t. l. 558—1: [342, 2143, 563, 2292]
- ad-heading: Nabídnutí k sňatku.: [1064, 726, 1243, 745]
- header-note: Nerekomandované nabídky, které se vydají jen na průkaz insertního lístku, s ochoty a bez veškeré závaznosti přijímá a na dotazy buď ústně neb písemně, bylo-li poštovní známka na odpověď přiložena, zprávy podává administrace na Václavském nám. č. 21. Doklady k žádostem budiž přiloženy pouze v opisech.: [133, 203, 1470, 226]
- ad-text: Státní úředník s ročním služným 1800 zl., kromě toho privátní majetkem, hledá pro neočekávaný nedostatek dámských známostí touto cestou dívku vzdělanou s věnem od 4000 zl. výše, ve stáří 19—22 let. Nehledí však se na výpočtu toliko jako na upřímnost této dívky, jejíž nabídku upřímnou by dle přítomnosti s podobenkou posléz obcházel. Nab. pod zn. „Upřímnost“ poste rest. Chocen. Anonymní dopisy se vrací, žert úplně vyloučen. 9686: [342, 1599, 563, 1808]
